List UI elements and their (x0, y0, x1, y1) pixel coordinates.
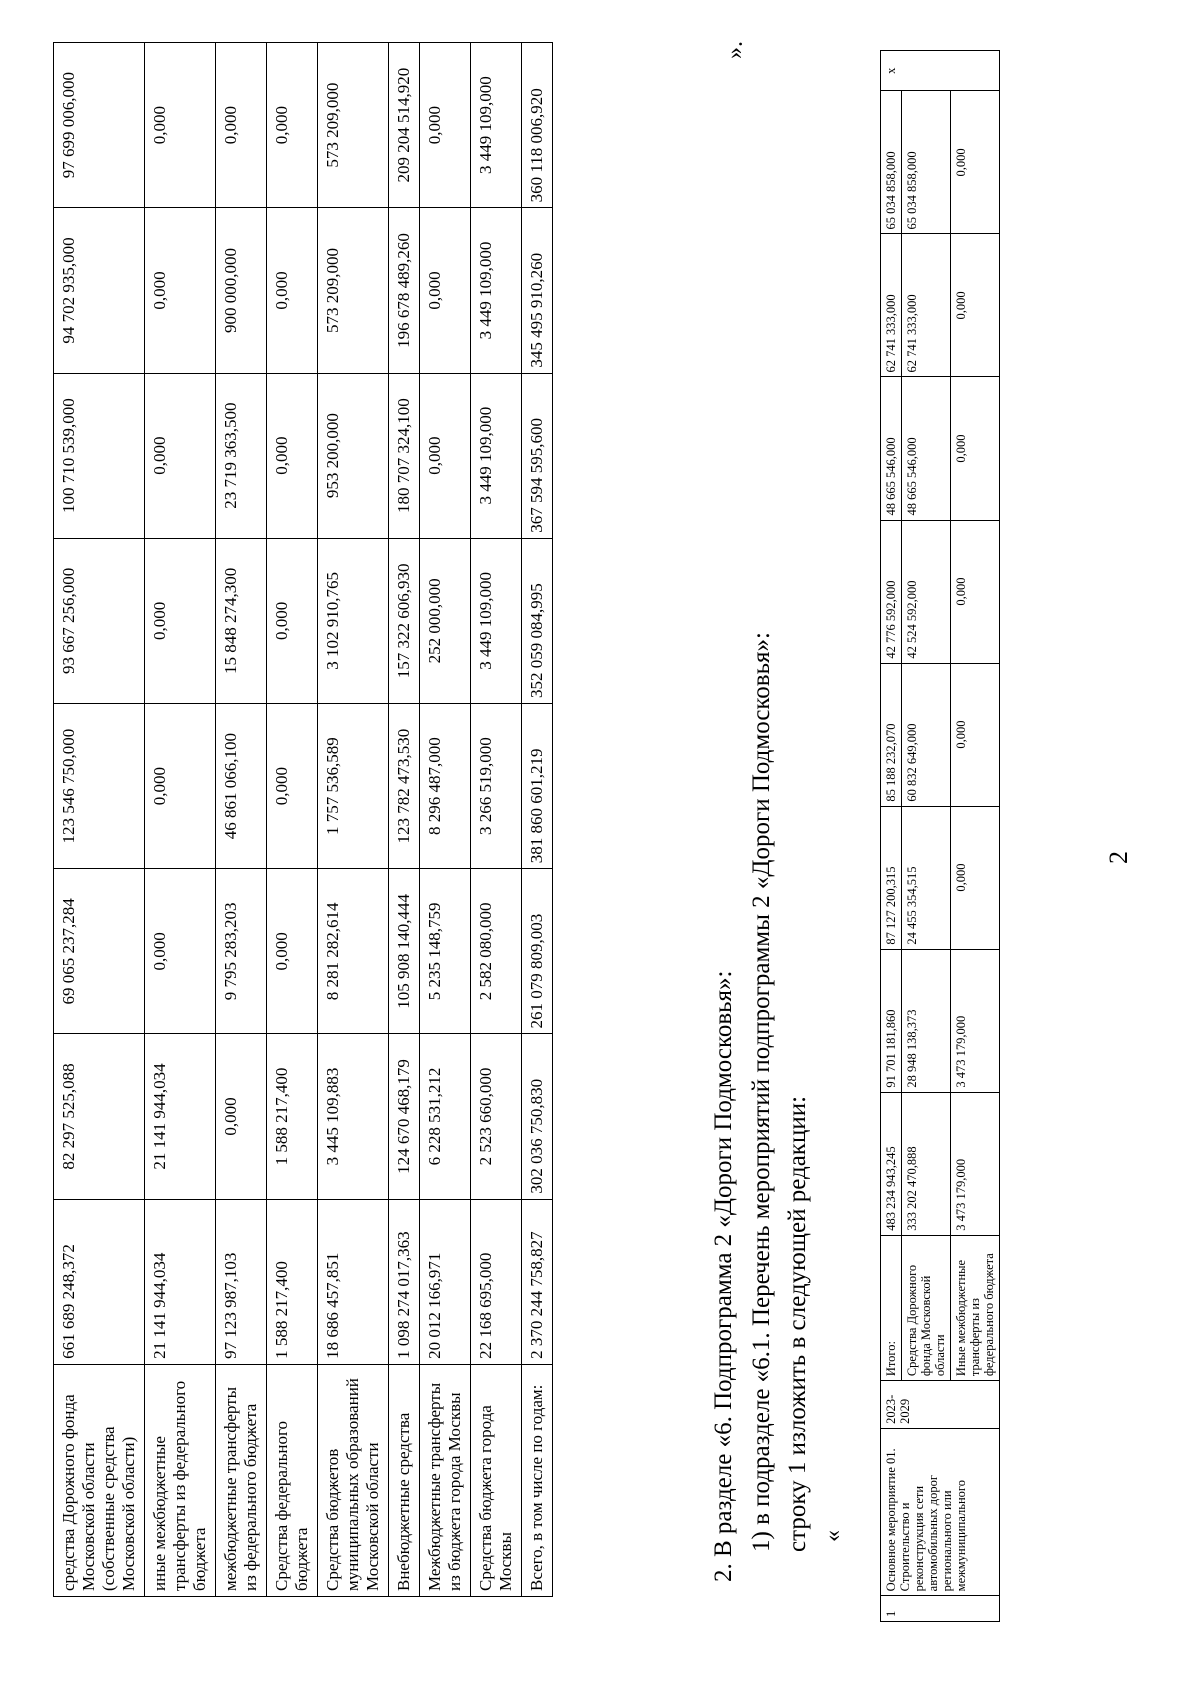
event-value: 48 665 546,000 (902, 377, 951, 520)
event-value: 91 701 181,860 (881, 949, 902, 1092)
funding-value: 2 582 080,000 (471, 869, 522, 1034)
funding-value: 0,000 (420, 208, 471, 373)
funding-value: 124 670 468,179 (389, 1034, 420, 1199)
funding-source-label: средства Дорожного фонда Московской области (собственные средства Московской области) (54, 1364, 145, 1596)
opening-quote: « (820, 1530, 846, 1542)
funding-value: 0,000 (216, 1034, 267, 1199)
funding-value: 105 908 140,444 (389, 869, 420, 1034)
funding-row (54, 43, 145, 1597)
funding-value: 0,000 (420, 373, 471, 538)
funding-source-label: Межбюджетные трансферты из бюджета города Москвы (420, 1364, 471, 1596)
funding-value: 3 102 910,765 (318, 538, 389, 703)
funding-value: 0,000 (145, 373, 216, 538)
funding-value: 97 699 006,000 (54, 43, 145, 208)
funding-value: 9 795 283,203 (216, 869, 267, 1034)
funding-value: 1 588 217,400 (267, 1034, 318, 1199)
funding-value: 360 118 006,920 (522, 43, 553, 208)
funding-value: 0,000 (267, 869, 318, 1034)
funding-value: 97 123 987,103 (216, 1199, 267, 1364)
funding-row (267, 43, 318, 1597)
event-value: 65 034 858,000 (902, 91, 951, 234)
funding-value: 94 702 935,000 (54, 208, 145, 373)
funding-value: 3 266 519,000 (471, 704, 522, 869)
funding-value: 209 204 514,920 (389, 43, 420, 208)
funding-value: 252 000,000 (420, 538, 471, 703)
event-value: 0,000 (951, 806, 1000, 949)
funding-value: 3 445 109,883 (318, 1034, 389, 1199)
funding-source-label: межбюджетные трансферты из федерального бюджета (216, 1364, 267, 1596)
funding-value: 1 588 217,400 (267, 1199, 318, 1364)
funding-source-label: Всего, в том числе по годам: (522, 1364, 553, 1596)
event-value: 0,000 (951, 91, 1000, 234)
funding-value: 196 678 489,260 (389, 208, 420, 373)
funding-value: 381 860 601,219 (522, 704, 553, 869)
funding-value: 0,000 (267, 373, 318, 538)
event-value: 3 473 179,000 (951, 1092, 1000, 1235)
funding-value: 3 449 109,000 (471, 208, 522, 373)
funding-value: 0,000 (145, 869, 216, 1034)
funding-value: 123 782 473,530 (389, 704, 420, 869)
event-source: Иные межбюджетные трансферты из федерального бюджета (951, 1235, 1000, 1380)
funding-row (389, 43, 420, 1597)
event-value: 24 455 354,515 (902, 806, 951, 949)
event-value: 0,000 (951, 520, 1000, 663)
funding-value: 352 059 084,995 (522, 538, 553, 703)
event-value: 28 948 138,373 (902, 949, 951, 1092)
funding-value: 1 757 536,589 (318, 704, 389, 869)
funding-value: 6 228 531,212 (420, 1034, 471, 1199)
funding-value: 100 710 539,000 (54, 373, 145, 538)
event-number: 1 (881, 1596, 1000, 1622)
funding-source-label: иные межбюджетные трансферты из федерального бюджета (145, 1364, 216, 1596)
funding-value: 3 449 109,000 (471, 373, 522, 538)
funding-value: 0,000 (145, 704, 216, 869)
funding-value: 573 209,000 (318, 43, 389, 208)
funding-value: 3 449 109,000 (471, 43, 522, 208)
funding-source-label: Средства бюджетов муниципальных образований Московской области (318, 1364, 389, 1596)
event-table (880, 50, 1000, 1622)
funding-value: 21 141 944,034 (145, 1199, 216, 1364)
event-years: 2023-2029 (881, 1381, 1000, 1429)
funding-value: 900 000,000 (216, 208, 267, 373)
funding-value: 0,000 (420, 43, 471, 208)
funding-value: 0,000 (216, 43, 267, 208)
funding-value: 2 523 660,000 (471, 1034, 522, 1199)
event-value: 62 741 333,000 (881, 234, 902, 377)
funding-value: 261 079 809,003 (522, 869, 553, 1034)
event-value: 60 832 649,000 (902, 663, 951, 806)
event-value: 0,000 (951, 234, 1000, 377)
funding-value: 21 141 944,034 (145, 1034, 216, 1199)
funding-value: 367 594 595,600 (522, 373, 553, 538)
event-value: 3 473 179,000 (951, 949, 1000, 1092)
event-value: 42 524 592,000 (902, 520, 951, 663)
event-value: 42 776 592,000 (881, 520, 902, 663)
funding-value: 8 281 282,614 (318, 869, 389, 1034)
funding-value: 953 200,000 (318, 373, 389, 538)
event-value: 62 741 333,000 (902, 234, 951, 377)
funding-value: 82 297 525,088 (54, 1034, 145, 1199)
funding-source-label: Средства федерального бюджета (267, 1364, 318, 1596)
event-value: 87 127 200,315 (881, 806, 902, 949)
event-value: 0,000 (951, 663, 1000, 806)
funding-value: 0,000 (145, 208, 216, 373)
funding-value: 0,000 (145, 43, 216, 208)
closing-quote: ». (722, 41, 748, 59)
event-source: Средства Дорожного фонда Московской области (902, 1235, 951, 1380)
funding-row (471, 43, 522, 1597)
funding-value: 345 495 910,260 (522, 208, 553, 373)
funding-value: 3 449 109,000 (471, 538, 522, 703)
funding-value: 0,000 (267, 43, 318, 208)
funding-row (522, 43, 553, 1597)
funding-value: 46 861 066,100 (216, 704, 267, 869)
funding-value: 180 707 324,100 (389, 373, 420, 538)
event-value: 0,000 (951, 377, 1000, 520)
event-row-total (881, 51, 902, 1622)
funding-value: 93 667 256,000 (54, 538, 145, 703)
event-value: 65 034 858,000 (881, 91, 902, 234)
funding-source-label: Внебюджетные средства (389, 1364, 420, 1596)
funding-row (420, 43, 471, 1597)
event-x-mark: х (881, 51, 1000, 91)
funding-value: 573 209,000 (318, 208, 389, 373)
funding-value: 1 098 274 017,363 (389, 1199, 420, 1364)
funding-value: 157 322 606,930 (389, 538, 420, 703)
event-value: 85 188 232,070 (881, 663, 902, 806)
funding-value: 302 036 750,830 (522, 1034, 553, 1199)
event-source: Итого: (881, 1235, 902, 1380)
section-heading: 2. В разделе «6. Подпрограмма 2 «Дороги Подмосковья»: (710, 970, 737, 1582)
event-value: 48 665 546,000 (881, 377, 902, 520)
funding-row (216, 43, 267, 1597)
funding-value: 123 546 750,000 (54, 704, 145, 869)
funding-value: 0,000 (267, 704, 318, 869)
funding-value: 2 370 244 758,827 (522, 1199, 553, 1364)
funding-value: 5 235 148,759 (420, 869, 471, 1034)
funding-value: 18 686 457,851 (318, 1199, 389, 1364)
instruction-text: строку 1 изложить в следующей редакции: (784, 1095, 811, 1552)
funding-value: 8 296 487,000 (420, 704, 471, 869)
funding-value: 0,000 (267, 208, 318, 373)
event-name: Основное мероприятие 01. Строительство и реконструкция сети автомобильных дорог регионального или межмуниципального (881, 1428, 1000, 1595)
event-value: 333 202 470,888 (902, 1092, 951, 1235)
funding-value: 22 168 695,000 (471, 1199, 522, 1364)
funding-value: 661 689 248,372 (54, 1199, 145, 1364)
funding-row (145, 43, 216, 1597)
page-number: 2 (1104, 851, 1133, 864)
event-value: 483 234 943,245 (881, 1092, 902, 1235)
funding-value: 15 848 274,300 (216, 538, 267, 703)
funding-table (53, 42, 553, 1597)
funding-value: 0,000 (267, 538, 318, 703)
funding-value: 20 012 166,971 (420, 1199, 471, 1364)
funding-value: 0,000 (145, 538, 216, 703)
subsection-heading: 1) в подразделе «6.1. Перечень мероприятий подпрограммы 2 «Дороги Подмосковья»: (748, 632, 775, 1552)
funding-value: 23 719 363,500 (216, 373, 267, 538)
funding-source-label: Средства бюджета города Москвы (471, 1364, 522, 1596)
funding-row (318, 43, 389, 1597)
funding-value: 69 065 237,284 (54, 869, 145, 1034)
